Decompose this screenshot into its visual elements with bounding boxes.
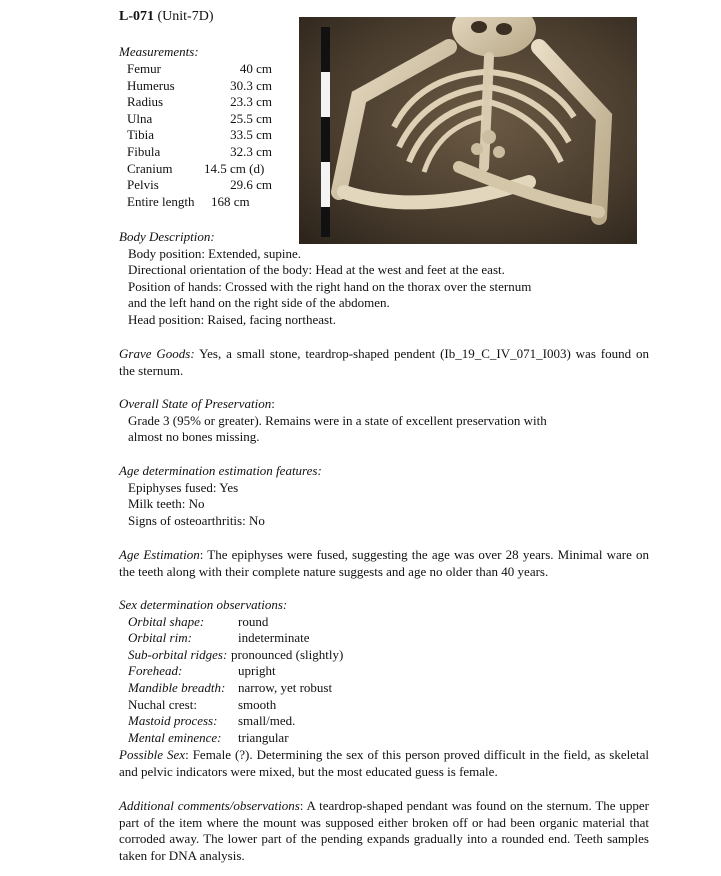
body-description-line: Position of hands: Crossed with the right hand on the thorax over the sternum xyxy=(128,278,532,294)
measurement-value: 168 cm xyxy=(211,193,250,209)
observation-label: Mental eminence: xyxy=(128,729,222,745)
observation-value: indeterminate xyxy=(238,630,310,646)
measurement-label: Pelvis xyxy=(127,177,159,193)
age-estimation-section xyxy=(119,547,649,580)
observation-label: Forehead: xyxy=(128,663,183,679)
sex-observations-heading: Sex determination observations: xyxy=(119,597,288,612)
age-features-heading: Age determination estimation features: xyxy=(119,463,322,478)
measurement-label: Femur xyxy=(127,61,161,76)
grave-goods-text: Yes, a small stone, teardrop-shaped pendent (Ib_19_C_IV_071_I003) was found on the sternum. xyxy=(119,346,649,378)
observation-label: Orbital shape: xyxy=(128,613,205,629)
preservation-colon: : xyxy=(271,396,275,411)
body-description-heading: Body Description: xyxy=(119,229,215,244)
age-feature-line: Epiphyses fused: Yes xyxy=(128,479,239,495)
measurement-value: 40 cm xyxy=(239,61,272,76)
measurement-value: 32.3 cm xyxy=(230,143,272,159)
observation-label: Mandible breadth: xyxy=(128,679,226,695)
observation-label: Mastoid process: xyxy=(128,713,218,729)
observation-label: Nuchal crest: xyxy=(128,696,197,712)
observation-value: smooth xyxy=(238,696,277,712)
measurement-value: 25.5 cm xyxy=(230,110,272,126)
sex-observation-row xyxy=(119,663,649,680)
measurement-value: 33.5 cm xyxy=(230,127,272,143)
preservation-line: almost no bones missing. xyxy=(128,429,260,445)
possible-sex-text: : Female (?). Determining the sex of this person proved difficult in the field, as skeletal and pelvic indicators were mixed, but the most educated guess is female. xyxy=(119,747,649,779)
comments-section xyxy=(119,798,649,864)
measurement-value: 14.5 cm (d) xyxy=(204,160,265,176)
measurement-value: 30.3 cm xyxy=(230,77,272,93)
body-description-line: Directional orientation of the body: Head at the west and feet at the east. xyxy=(128,262,505,278)
observation-value: small/med. xyxy=(238,713,296,729)
burial-id: L-071 xyxy=(119,9,154,24)
sex-observation-row xyxy=(119,630,649,647)
grave-goods-heading: Grave Goods: xyxy=(119,346,195,361)
age-feature-line: Signs of osteoarthritis: No xyxy=(128,512,265,528)
comments-heading: Additional comments/observations xyxy=(119,798,300,813)
age-features-section xyxy=(119,463,649,529)
measurement-label: Radius xyxy=(127,94,164,110)
body-description-line: Head position: Raised, facing northeast. xyxy=(128,311,336,327)
body-description-line: and the left hand on the right side of the abdomen. xyxy=(128,295,390,311)
measurement-label: Humerus xyxy=(127,77,175,93)
measurement-value: 29.6 cm xyxy=(230,177,272,193)
measurements-heading: Measurements: xyxy=(119,44,199,59)
sex-observation-row xyxy=(119,713,649,730)
sex-observation-row xyxy=(119,730,649,747)
measurement-label: Tibia xyxy=(127,127,154,143)
sex-observation-row xyxy=(119,614,649,631)
age-estimation-heading: Age Estimation xyxy=(119,547,200,562)
observation-value: round xyxy=(238,613,269,629)
burial-unit: (Unit-7D) xyxy=(157,9,214,24)
age-estimation-text: : The epiphyses were fused, suggesting the age was over 28 years. Minimal ware on the teeth along with their complete nature suggests and age no older than 40 years. xyxy=(119,547,650,579)
comments-text: : A teardrop-shaped pendant was found on the sternum. The upper part of the item where the mount was supposed either broken off or had been organic material that corroded away. The lower part of the pending expands gradually into a rounded end. Teeth samples taken for DNA analysis. xyxy=(119,798,649,863)
observation-value: pronounced (slightly) xyxy=(231,646,344,662)
observation-label: Sub-orbital ridges: xyxy=(128,646,228,662)
measurement-label: Cranium xyxy=(127,160,173,176)
measurement-label: Entire length xyxy=(127,193,195,209)
sex-observation-row xyxy=(119,680,649,697)
body-description-line: Body position: Extended, supine. xyxy=(128,245,301,261)
skeleton-burial-photo xyxy=(299,17,637,244)
measurement-label: Ulna xyxy=(127,110,153,126)
observation-label: Orbital rim: xyxy=(128,630,192,646)
preservation-line: Grade 3 (95% or greater). Remains were in a state of excellent preservation with xyxy=(128,412,547,428)
measurement-label: Fibula xyxy=(127,143,161,159)
possible-sex-section xyxy=(119,747,649,780)
observation-value: narrow, yet robust xyxy=(238,679,333,695)
grave-goods-section xyxy=(119,346,649,379)
age-feature-line: Milk teeth: No xyxy=(128,496,205,512)
measurement-value: 23.3 cm xyxy=(230,94,272,110)
body-description-section xyxy=(119,229,649,329)
sex-observations-section xyxy=(119,597,649,746)
observation-value: triangular xyxy=(238,729,289,745)
burial-title xyxy=(119,9,214,25)
possible-sex-heading: Possible Sex xyxy=(119,747,186,762)
observation-value: upright xyxy=(238,663,276,679)
preservation-heading: Overall State of Preservation xyxy=(119,396,272,411)
sex-observation-row xyxy=(119,647,649,664)
preservation-section xyxy=(119,396,649,446)
sex-observation-row xyxy=(119,697,649,714)
